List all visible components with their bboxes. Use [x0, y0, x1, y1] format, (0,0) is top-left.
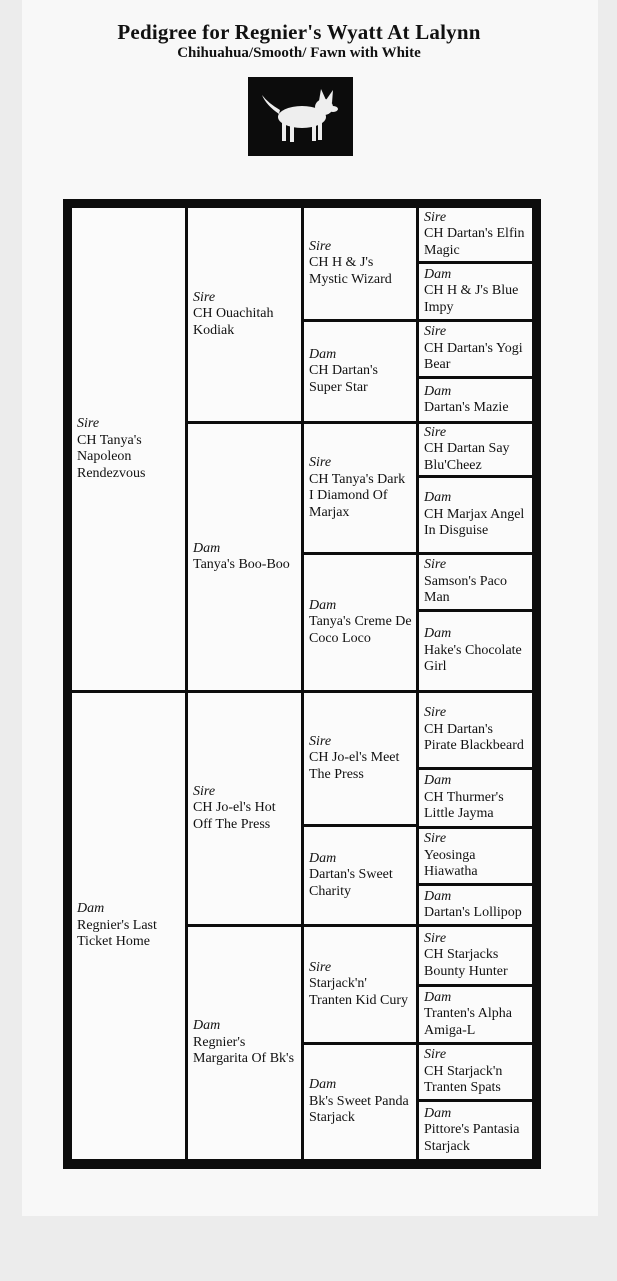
great-great-grandparent-cell — [419, 612, 532, 690]
dog-name: CH Tanya's Dark I Diamond Of Marjax — [309, 471, 406, 520]
parent-role-label: Dam — [424, 888, 452, 904]
dog-name: CH Jo-el's Hot Off The Press — [193, 800, 276, 832]
dog-name: Hake's Chocolate Girl — [424, 642, 522, 675]
great-grandparent-cell — [304, 208, 416, 319]
great-great-grandparent-cell — [419, 886, 532, 924]
breed-subtitle: Chihuahua/Smooth/ Fawn with White — [177, 45, 421, 61]
dog-name: Regnier's Margarita Of Bk's — [193, 1034, 295, 1067]
dog-name: Pittore's Pantasia Starjack — [424, 1122, 520, 1154]
parent-role-label: Dam — [424, 773, 452, 789]
great-great-grandparent-cell — [419, 770, 532, 826]
great-great-grandparent-cell — [419, 478, 532, 552]
parent-role-label: Dam — [424, 626, 452, 642]
parent-role-label: Dam — [309, 1077, 337, 1093]
great-great-grandparent-cell — [419, 1102, 532, 1159]
parent-role-label: Sire — [424, 557, 447, 573]
great-great-grandparent-cell — [419, 208, 532, 261]
parent-role-label: Sire — [424, 424, 447, 440]
dog-name: Tanya's Creme De Coco Loco — [309, 614, 412, 646]
great-great-grandparent-cell — [419, 693, 532, 767]
dog-name: CH Starjack'n Tranten Spats — [424, 1063, 503, 1096]
grandparent-cell — [188, 693, 301, 924]
dog-name: Dartan's Lollipop — [424, 905, 522, 920]
great-great-grandparent-cell — [419, 829, 532, 883]
parent-role-label: Sire — [193, 783, 216, 799]
dog-name: CH H & J's Mystic Wizard — [309, 255, 392, 287]
great-great-grandparent-cell — [419, 322, 532, 376]
parent-role-label: Dam — [193, 1018, 221, 1034]
parent-role-label: Sire — [309, 959, 332, 975]
great-great-grandparent-cell — [419, 1045, 532, 1099]
dog-name: CH Dartan's Super Star — [309, 363, 379, 395]
parent-role-label: Dam — [309, 346, 337, 362]
grandparent-cell — [188, 927, 301, 1159]
grandparent-cell — [188, 424, 301, 690]
great-great-grandparent-cell — [419, 379, 532, 421]
great-grandparent-cell — [304, 322, 416, 421]
dog-name: CH Jo-el's Meet The Press — [309, 750, 400, 782]
great-great-grandparent-cell — [419, 927, 532, 984]
great-great-grandparent-cell — [419, 424, 532, 475]
sire-dam-gen1-cell — [72, 693, 185, 1159]
parent-role-label: Sire — [424, 324, 447, 340]
parent-role-label: Dam — [309, 850, 337, 866]
parent-role-label: Dam — [424, 1105, 452, 1121]
dog-name: CH Dartan's Yogi Bear — [424, 340, 523, 373]
dog-name: CH Starjacks Bounty Hunter — [424, 947, 508, 979]
parent-role-label: Dam — [424, 490, 452, 506]
dog-name: Dartan's Sweet Charity — [309, 867, 393, 899]
parent-role-label: Dam — [309, 597, 337, 613]
parent-role-label: Sire — [424, 1047, 447, 1063]
parent-role-label: Sire — [309, 238, 332, 254]
great-great-grandparent-cell — [419, 555, 532, 609]
dog-name: CH H & J's Blue Impy — [424, 283, 519, 315]
dog-name: CH Marjax Angel In Disguise — [424, 506, 525, 539]
great-great-grandparent-cell — [419, 264, 532, 319]
parent-role-label: Dam — [424, 989, 452, 1005]
dog-name: Regnier's Last Ticket Home — [77, 917, 157, 950]
parent-role-label: Sire — [309, 733, 332, 749]
dog-name: Starjack'n' Tranten Kid Cury — [309, 976, 409, 1008]
great-grandparent-cell — [304, 1045, 416, 1159]
great-grandparent-cell — [304, 693, 416, 824]
dog-name: Tanya's Boo-Boo — [193, 557, 290, 572]
great-grandparent-cell — [304, 555, 416, 690]
pedigree-chart — [63, 199, 541, 1169]
parent-role-label: Dam — [193, 540, 221, 556]
parent-role-label: Sire — [309, 455, 332, 470]
parent-role-label: Sire — [424, 831, 447, 847]
parent-role-label: Dam — [77, 901, 105, 917]
dog-name: Yeosinga Hiawatha — [424, 847, 478, 880]
dog-name: Samson's Paco Man — [424, 573, 508, 606]
dog-name: CH Dartan's Elfin Magic — [424, 226, 525, 258]
parent-role-label: Sire — [424, 209, 447, 225]
dog-name: CH Ouachitah Kodiak — [193, 306, 274, 338]
dog-name: CH Dartan's Pirate Blackbeard — [424, 721, 524, 754]
parent-role-label: Dam — [424, 266, 452, 282]
great-grandparent-cell — [304, 424, 416, 552]
great-grandparent-cell — [304, 827, 416, 924]
parent-role-label: Sire — [193, 289, 216, 305]
parent-role-label: Dam — [424, 383, 452, 399]
pedigree-title: Pedigree for Regnier's Wyatt At Lalynn — [117, 20, 481, 44]
dog-name: CH Tanya's Napoleon Rendezvous — [77, 432, 146, 481]
dog-name: Tranten's Alpha Amiga-L — [424, 1006, 512, 1038]
great-great-grandparent-cell — [419, 987, 532, 1042]
dog-photo — [248, 77, 353, 156]
grandparent-cell — [188, 208, 301, 421]
parent-role-label: Sire — [424, 705, 447, 721]
sire-dam-gen1-cell — [72, 208, 185, 690]
parent-role-label: Sire — [77, 416, 100, 431]
dog-name: CH Dartan Say Blu'Cheez — [424, 441, 510, 473]
great-grandparent-cell — [304, 927, 416, 1042]
dog-name: Bk's Sweet Panda Starjack — [309, 1093, 409, 1126]
parent-role-label: Sire — [424, 930, 447, 946]
dog-name: CH Thurmer's Little Jayma — [424, 789, 504, 822]
dog-icon — [248, 77, 353, 156]
dog-name: Dartan's Mazie — [424, 400, 509, 415]
